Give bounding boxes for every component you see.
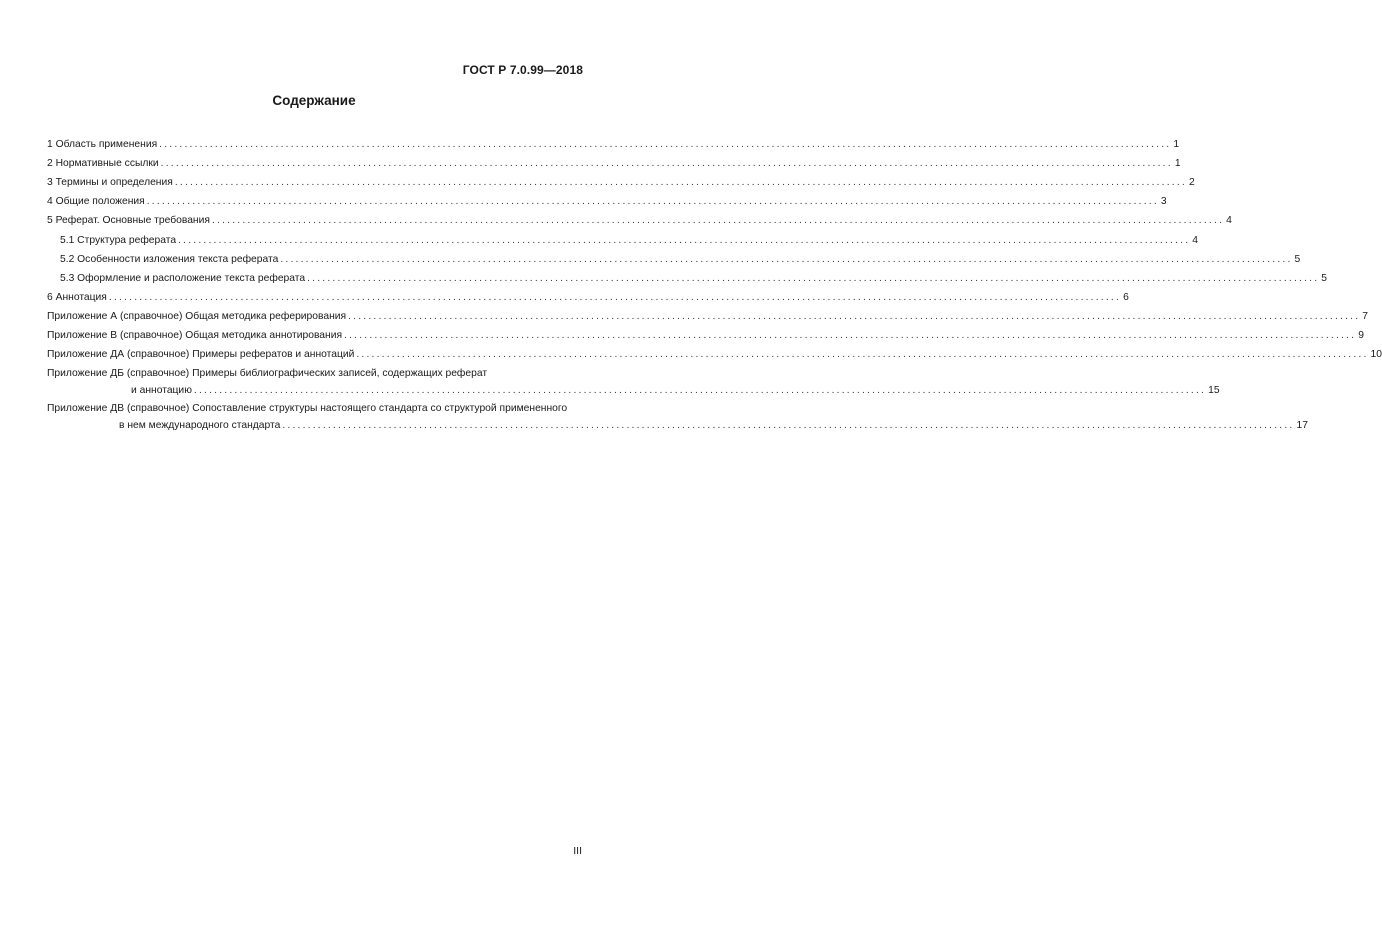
leader-dots: ........................................................................................................................................................................................................ bbox=[178, 235, 1191, 246]
toc-entry-text: 5.2 Особенности изложения текста реферата bbox=[60, 254, 279, 265]
toc-entry-text: Приложение ДА (справочное) Примеры рефератов и аннотаций bbox=[47, 349, 355, 360]
leader-dots: ........................................................................................................................................................................................................ bbox=[174, 177, 1187, 188]
toc-entry-page: 4 bbox=[1192, 235, 1198, 246]
toc-entry-text: 4 Общие положения bbox=[47, 196, 145, 207]
toc-entry[interactable] bbox=[47, 176, 1195, 190]
toc-entry[interactable] bbox=[47, 367, 1220, 398]
toc-entry[interactable] bbox=[47, 195, 1167, 209]
toc-entry[interactable] bbox=[47, 138, 1180, 152]
leader-dots: ........................................................................................................................................................................................................ bbox=[146, 196, 1159, 207]
toc-title: Содержание bbox=[272, 93, 356, 108]
toc-entry[interactable] bbox=[60, 234, 1198, 248]
toc-entry-page: 7 bbox=[1362, 311, 1369, 322]
toc-entry-text: 5.1 Структура реферата bbox=[60, 235, 177, 246]
leader-dots: ........................................................................................................................................................................................................ bbox=[348, 311, 1361, 322]
toc-entry[interactable] bbox=[60, 272, 1328, 286]
toc-entry[interactable] bbox=[47, 214, 1232, 228]
toc-entry-text-continued: в нем международного стандарта bbox=[119, 420, 281, 431]
leader-dots: ........................................................................................................................................................................................................ bbox=[356, 349, 1369, 360]
toc-entry-page: 15 bbox=[1208, 385, 1220, 396]
toc-entry-page: 5 bbox=[1294, 254, 1301, 265]
toc-entry-page: 9 bbox=[1358, 330, 1364, 341]
toc-entry-text: Приложение А (справочное) Общая методика реферирования bbox=[47, 311, 347, 322]
toc-entry[interactable] bbox=[47, 348, 1382, 362]
toc-entry-text: 6 Аннотация bbox=[47, 292, 107, 303]
toc-entry-page: 10 bbox=[1370, 349, 1382, 360]
toc-entry-page: 3 bbox=[1160, 196, 1167, 207]
leader-dots: ........................................................................................................................................................................................................ bbox=[108, 292, 1122, 303]
toc-entry[interactable] bbox=[47, 157, 1181, 171]
leader-dots: ........................................................................................................................................................................................................ bbox=[344, 330, 1357, 341]
toc-entry-text: Приложение ДВ (справочное) Сопоставление структуры настоящего стандарта со структурой примененного bbox=[47, 403, 568, 414]
toc-entry-page: 4 bbox=[1226, 215, 1232, 226]
toc-entry-page: 1 bbox=[1174, 158, 1181, 169]
toc-entry-page: 2 bbox=[1189, 177, 1195, 188]
leader-dots: ........................................................................................................................................................................................................ bbox=[159, 139, 1172, 150]
toc-entry[interactable] bbox=[47, 310, 1369, 324]
toc-entry-text: Приложение В (справочное) Общая методика аннотирования bbox=[47, 330, 343, 341]
leader-dots: ........................................................................................................................................................................................................ bbox=[282, 420, 1295, 431]
toc-entry-page: 5 bbox=[1321, 273, 1328, 284]
leader-dots: ........................................................................................................................................................................................................ bbox=[211, 215, 1225, 226]
toc-entry[interactable] bbox=[60, 253, 1301, 267]
toc-entry[interactable] bbox=[47, 402, 1308, 433]
toc-entry-text-continued: и аннотацию bbox=[131, 385, 192, 396]
leader-dots: ........................................................................................................................................................................................................ bbox=[160, 158, 1173, 169]
toc-entry-page: 6 bbox=[1123, 292, 1129, 303]
toc-entry-text: 1 Область применения bbox=[47, 139, 158, 150]
leader-dots: ........................................................................................................................................................................................................ bbox=[280, 254, 1293, 265]
toc-entry-text: 3 Термины и определения bbox=[47, 177, 173, 188]
toc-entry-text: 5.3 Оформление и расположение текста реферата bbox=[60, 273, 306, 284]
toc-entry-text: 5 Реферат. Основные требования bbox=[47, 215, 210, 226]
leader-dots: ........................................................................................................................................................................................................ bbox=[193, 385, 1207, 396]
toc-entry[interactable] bbox=[47, 329, 1364, 343]
toc-entry-page: 1 bbox=[1173, 139, 1180, 150]
toc-entry-text: Приложение ДБ (справочное) Примеры библиографических записей, содержащих реферат bbox=[47, 368, 488, 379]
page-number: III bbox=[573, 845, 582, 857]
toc-entry-page: 17 bbox=[1296, 420, 1308, 431]
standard-code: ГОСТ Р 7.0.99—2018 bbox=[462, 63, 583, 77]
leader-dots: ........................................................................................................................................................................................................ bbox=[307, 273, 1320, 284]
toc-entry-text: 2 Нормативные ссылки bbox=[47, 158, 159, 169]
toc-entry[interactable] bbox=[47, 291, 1129, 305]
